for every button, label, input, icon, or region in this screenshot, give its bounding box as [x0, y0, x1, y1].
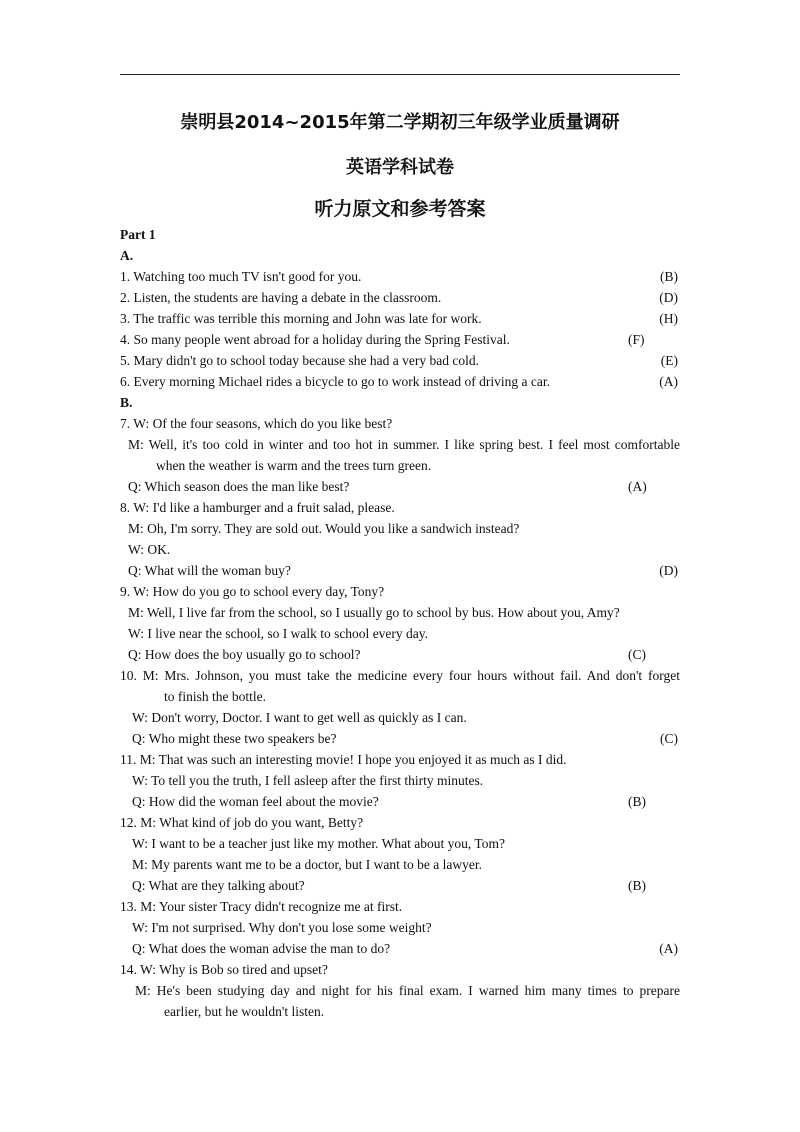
dialogue-line: 13. M: Your sister Tracy didn't recognize me at first. — [120, 899, 403, 914]
document-body — [120, 224, 680, 1022]
dialogue-line: 11. M: That was such an interesting movie! I hope you enjoyed it as much as I did. — [120, 752, 567, 767]
question-text: Q: What will the woman buy? — [128, 563, 291, 578]
a-item-5 — [120, 350, 680, 371]
dialogue-line: M: My parents want me to be a doctor, but I want to be a lawyer. — [132, 857, 482, 872]
question-line — [120, 791, 680, 812]
part-label: Part 1 — [120, 227, 156, 242]
item-text: 1. Watching too much TV isn't good for you. — [120, 269, 362, 284]
item-text: 2. Listen, the students are having a debate in the classroom. — [120, 290, 442, 305]
item-text: 3. The traffic was terrible this morning and John was late for work. — [120, 311, 482, 326]
answer-label: (D) — [659, 563, 678, 578]
document-heading: 听力原文和参考答案 — [314, 198, 486, 220]
dialogue-line: M: Well, it's too cold in winter and too hot in summer. I like spring best. I feel most comfortable — [128, 437, 680, 452]
answer-label: (E) — [660, 353, 678, 368]
answer-label: (F) — [628, 332, 645, 347]
dialogue-line: when the weather is warm and the trees turn green. — [156, 458, 432, 473]
dialogue-line: 8. W: I'd like a hamburger and a fruit salad, please. — [120, 500, 395, 515]
question-line — [120, 476, 680, 497]
dialogue-line: W: Don't worry, Doctor. I want to get well as quickly as I can. — [132, 710, 467, 725]
document-title: 崇明县2014~2015年第二学期初三年级学业质量调研 — [180, 112, 620, 133]
question-text: Q: What does the woman advise the man to do? — [132, 941, 391, 956]
question-text: Q: How does the boy usually go to school? — [128, 647, 361, 662]
question-line — [120, 644, 680, 665]
dialogue-line: 7. W: Of the four seasons, which do you like best? — [120, 416, 393, 431]
a-item-6 — [120, 371, 680, 392]
answer-label: (A) — [659, 374, 678, 389]
dialogue-line: W: To tell you the truth, I fell asleep after the first thirty minutes. — [132, 773, 484, 788]
dialogue-line: W: I'm not surprised. Why don't you lose some weight? — [132, 920, 432, 935]
a-item-1 — [120, 266, 680, 287]
answer-label: (C) — [628, 647, 646, 662]
answer-label: (A) — [659, 941, 678, 956]
dialogue-line: W: I live near the school, so I walk to school every day. — [128, 626, 429, 641]
a-item-4 — [120, 329, 680, 350]
question-text: Q: What are they talking about? — [132, 878, 305, 893]
a-item-3 — [120, 308, 680, 329]
a-item-2 — [120, 287, 680, 308]
answer-label: (D) — [659, 290, 678, 305]
dialogue-line: M: Oh, I'm sorry. They are sold out. Would you like a sandwich instead? — [128, 521, 520, 536]
question-text: Q: How did the woman feel about the movie? — [132, 794, 379, 809]
question-text: Q: Who might these two speakers be? — [132, 731, 337, 746]
answer-label: (B) — [628, 878, 646, 893]
dialogue-line: W: OK. — [128, 542, 171, 557]
item-text: 4. So many people went abroad for a holiday during the Spring Festival. — [120, 332, 510, 347]
dialogue-line: earlier, but he wouldn't listen. — [164, 1004, 325, 1019]
dialogue-line: 14. W: Why is Bob so tired and upset? — [120, 962, 328, 977]
question-line — [120, 875, 680, 896]
dialogue-line: to finish the bottle. — [164, 689, 266, 704]
document-subtitle: 英语学科试卷 — [346, 157, 454, 178]
item-text: 5. Mary didn't go to school today because she had a very bad cold. — [120, 353, 479, 368]
question-line — [120, 560, 680, 581]
section-b-label: B. — [120, 395, 133, 410]
top-rule — [120, 74, 680, 75]
answer-label: (A) — [628, 479, 647, 494]
dialogue-line: 10. M: Mrs. Johnson, you must take the medicine every four hours without fail. And don't forget — [120, 668, 680, 683]
answer-label: (H) — [659, 311, 678, 326]
dialogue-line: 9. W: How do you go to school every day, Tony? — [120, 584, 385, 599]
answer-label: (B) — [660, 269, 678, 284]
item-text: 6. Every morning Michael rides a bicycle to go to work instead of driving a car. — [120, 374, 551, 389]
section-a-label: A. — [120, 248, 134, 263]
question-line — [120, 938, 680, 959]
dialogue-line: 12. M: What kind of job do you want, Betty? — [120, 815, 364, 830]
dialogue-line: W: I want to be a teacher just like my mother. What about you, Tom? — [132, 836, 505, 851]
question-line — [120, 728, 680, 749]
answer-label: (C) — [660, 731, 678, 746]
answer-label: (B) — [628, 794, 646, 809]
question-text: Q: Which season does the man like best? — [128, 479, 350, 494]
dialogue-line: M: He's been studying day and night for his final exam. I warned him many times to prepare — [135, 983, 680, 998]
dialogue-line: M: Well, I live far from the school, so I usually go to school by bus. How about you, Amy? — [128, 605, 620, 620]
